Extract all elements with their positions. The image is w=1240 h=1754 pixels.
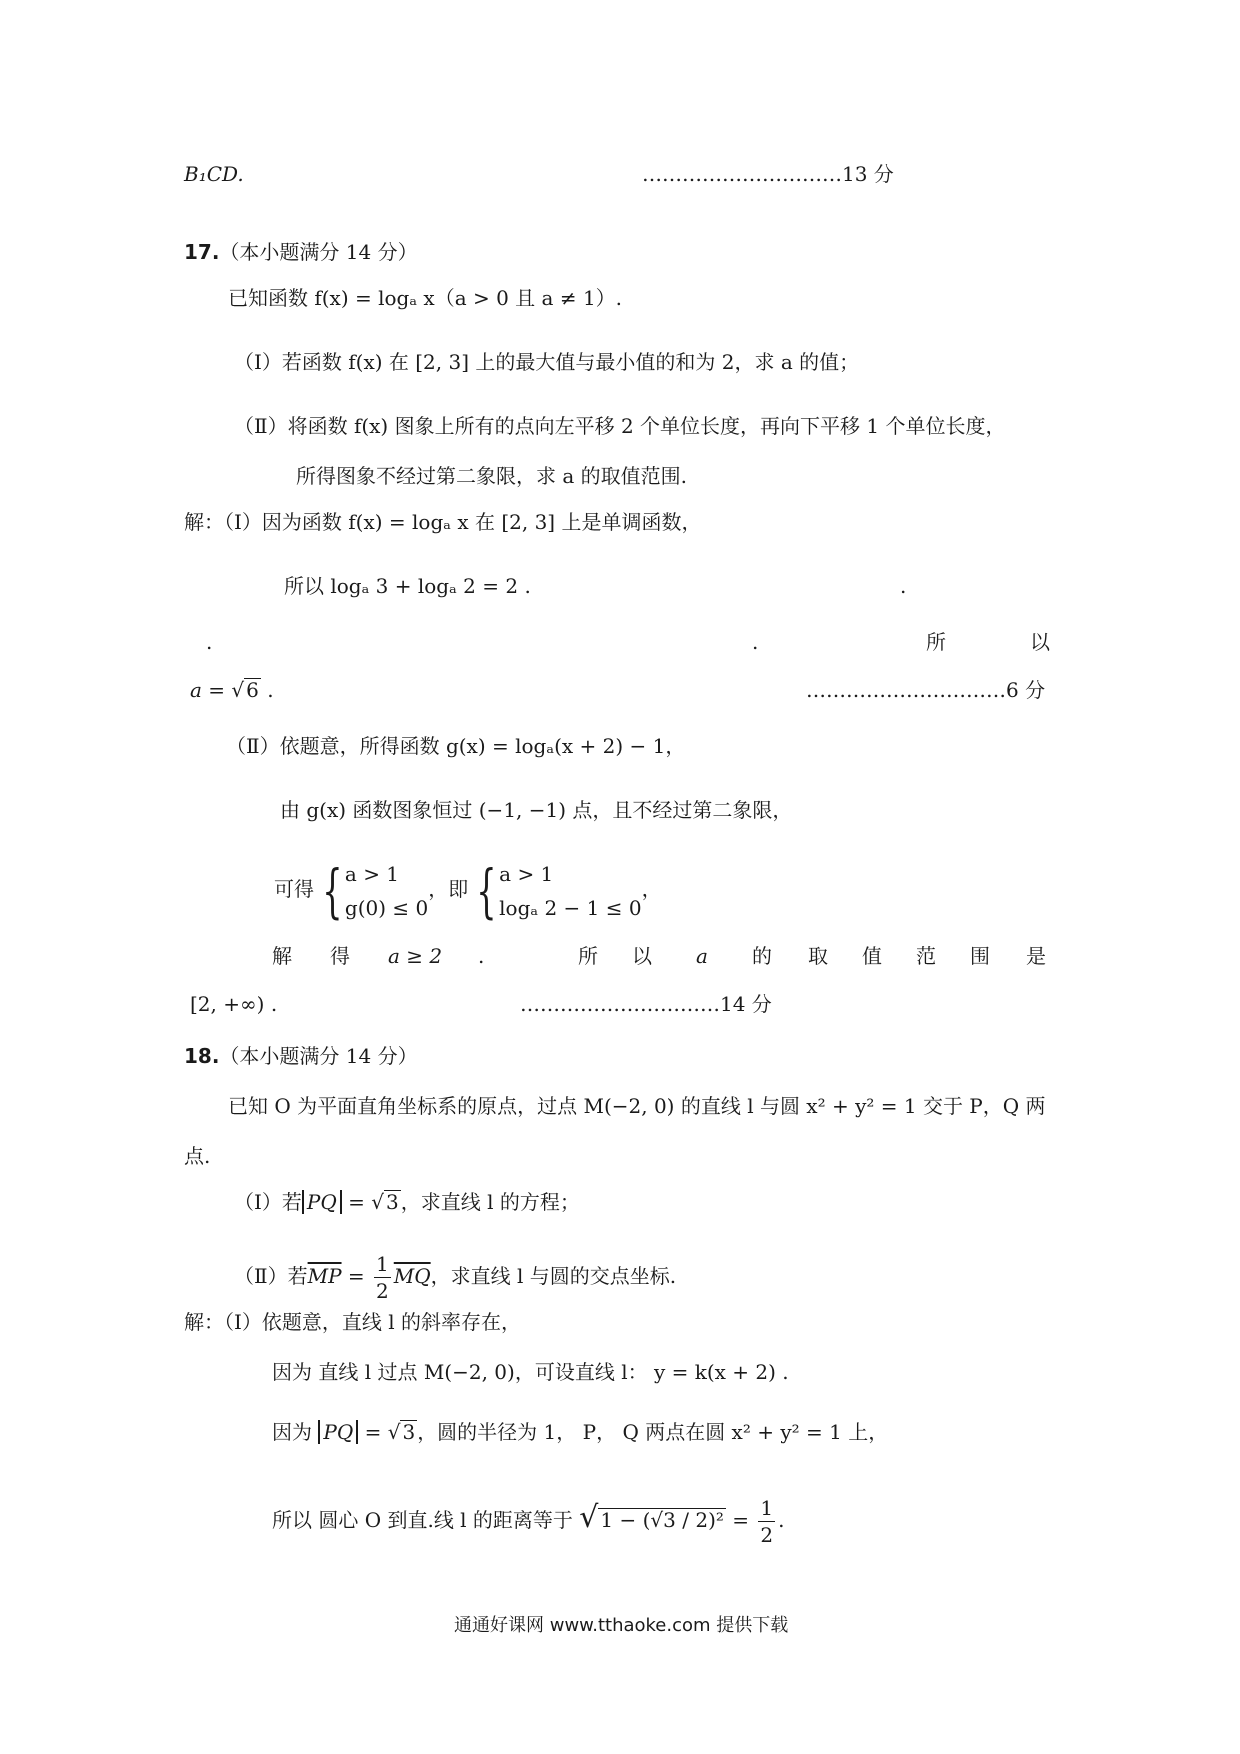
fraction-half: [758, 1495, 775, 1548]
justified-char: 以: [1030, 630, 1050, 654]
sqrt-expression: 1 − (√3 / 2)²: [600, 1508, 724, 1532]
numerator: 1: [760, 1496, 774, 1520]
q17-sol2-answer: [2, +∞) .: [190, 992, 278, 1016]
system-prefix: 可得: [274, 877, 314, 901]
abs-pq: PQ: [302, 1190, 342, 1214]
denominator: 2: [760, 1523, 774, 1547]
sol-d-suffix: .: [778, 1508, 785, 1532]
answer-prefix: a =: [190, 678, 232, 702]
carry-over-line: B₁CD.: [184, 162, 244, 186]
justified-char: 取: [808, 944, 828, 968]
q17-sol1-line1: 解：（Ⅰ）因为函数 f(x) = logₐ x 在 [2, 3] 上是单调函数，: [184, 510, 702, 534]
fraction-half: [374, 1251, 391, 1304]
justified-char: 的: [752, 944, 772, 968]
sol-c-suffix: ，圆的半径为 1， P， Q 两点在圆 x² + y² = 1 上，: [417, 1420, 889, 1444]
left-brace: {: [322, 856, 343, 925]
q18-heading: [184, 1042, 418, 1070]
page-footer: 通通好课网 www.tthaoke.com 提供下载: [454, 1615, 789, 1636]
score-13: …………………………13 分: [642, 162, 894, 186]
stray-dot: .: [206, 630, 213, 654]
q18-sol-line1: 解：（Ⅰ）依题意，直线 l 的斜率存在，: [184, 1310, 522, 1334]
system-mid: ，即: [428, 877, 469, 901]
q17-part2-line1: （Ⅱ）将函数 f(x) 图象上所有的点向左平移 2 个单位长度，再向下平移 1 个单位长度，: [234, 414, 1006, 438]
abs-pq: PQ: [318, 1420, 358, 1444]
part2-suffix: ，求直线 l 与圆的交点坐标.: [430, 1264, 677, 1288]
q18-number: 18.: [184, 1044, 220, 1068]
denominator: 2: [376, 1279, 389, 1303]
q17-part1: （Ⅰ）若函数 f(x) 在 [2, 3] 上的最大值与最小值的和为 2，求 a 的值；: [234, 350, 860, 374]
score-6: …………………………6 分: [806, 678, 1046, 702]
sol-d-prefix: 所以 圆心 O 到直.线 l 的距离等于: [272, 1508, 573, 1532]
score-14: …………………………14 分: [520, 992, 772, 1016]
radical-sign: √: [579, 1500, 599, 1535]
numerator: 1: [376, 1252, 389, 1276]
q17-part2-line2: 所得图象不经过第二象限，求 a 的取值范围.: [296, 464, 687, 488]
q17-heading: [184, 238, 418, 266]
justified-math: a ≥ 2: [388, 944, 443, 968]
system-2-line2: logₐ 2 − 1 ≤ 0: [499, 895, 642, 920]
justified-char: 范: [916, 944, 936, 968]
sol-c-prefix: 因为: [272, 1420, 312, 1444]
q18-stem-line2: 点.: [184, 1144, 211, 1168]
stray-dot: .: [900, 574, 907, 598]
vector-mp: $\overline{MP}$: [307, 1264, 342, 1288]
part1-prefix: （Ⅰ）若: [234, 1190, 302, 1214]
system-1: [345, 857, 428, 925]
q18-part2: [234, 1248, 676, 1304]
system-2-line1: a > 1: [499, 861, 554, 886]
vector-mq: $\overline{MQ}$: [393, 1264, 431, 1288]
justified-char: 得: [330, 944, 350, 968]
justified-char: 是: [1026, 944, 1046, 968]
q18-stem-line1: 已知 O 为平面直角坐标系的原点，过点 M(−2, 0) 的直线 l 与圆 x² + y² = 1 交于 P，Q 两: [228, 1094, 1046, 1118]
q17-note: （本小题满分 14 分）: [219, 240, 418, 264]
justified-char: 所: [578, 944, 598, 968]
justified-char: 以: [632, 944, 652, 968]
justified-math: a: [696, 944, 708, 968]
q17-sol1-answer: a = √ 6 .: [190, 678, 274, 702]
system-2: [499, 857, 641, 925]
q17-sol2-line1: （Ⅱ）依题意，所得函数 g(x) = logₐ(x + 2) − 1，: [226, 734, 686, 758]
part2-prefix: （Ⅱ）若: [234, 1264, 308, 1288]
sqrt-3: 3: [386, 1190, 399, 1214]
q17-sol2-system: [274, 854, 662, 925]
q17-stem: 已知函数 f(x) = logₐ x（a > 0 且 a ≠ 1）.: [228, 286, 623, 310]
system-suffix: ，: [641, 877, 662, 901]
justified-char: 围: [970, 944, 990, 968]
part1-suffix: ，求直线 l 的方程；: [400, 1190, 580, 1214]
justified-char: 解: [272, 944, 292, 968]
q18-sol-line4: [272, 1488, 784, 1550]
justified-char: 值: [862, 944, 882, 968]
answer-suffix: .: [260, 678, 274, 702]
system-1-line1: a > 1: [344, 861, 400, 886]
left-brace: {: [476, 856, 497, 925]
q18-note: （本小题满分 14 分）: [219, 1044, 418, 1068]
q18-sol-line2: 因为 直线 l 过点 M(−2, 0)，可设直线 l： y = k(x + 2) .: [272, 1360, 789, 1384]
equals: =: [725, 1508, 756, 1532]
justified-char: .: [478, 944, 485, 968]
q18-part1: （Ⅰ）若 PQ = √ 3 ，求直线 l 的方程；: [234, 1190, 580, 1214]
stray-dot: .: [752, 630, 759, 654]
q17-sol1-line2: 所以 logₐ 3 + logₐ 2 = 2 .: [284, 574, 531, 598]
equals: =: [358, 1420, 388, 1444]
equals: =: [341, 1190, 372, 1214]
q18-sol-line3: 因为 PQ = √ 3 ，圆的半径为 1， P， Q 两点在圆 x² + y² = 1 上，: [272, 1420, 889, 1444]
equals: =: [341, 1264, 372, 1288]
system-1-line2: g(0) ≤ 0: [344, 895, 429, 920]
sqrt-3: 3: [402, 1420, 416, 1444]
q17-number: 17.: [184, 240, 220, 264]
q17-sol2-line2: 由 g(x) 函数图象恒过 (−1, −1) 点，且不经过第二象限，: [280, 798, 793, 822]
justified-char: 所: [926, 630, 946, 654]
sqrt-6: 6: [246, 678, 259, 702]
